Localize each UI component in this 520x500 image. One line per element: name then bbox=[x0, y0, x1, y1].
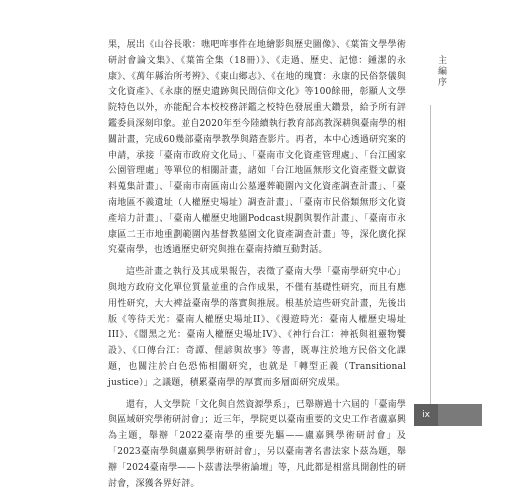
body-text bbox=[108, 38, 406, 492]
paragraph-1: 果，展出《山谷長歌：噍吧哖事件在地繪影與歷史圖像》、《葉笛文學學術研討會論文集》、《葉笛全集（18冊）》、《走過、歷史、記憶：鍾潔的永康》、《萬年縣治所考辨》、《東山鄉志》、《在地的瑰寶：永康的民俗祭儀與文化資產》、《永康的歷史遺跡與民間信仰文化》等100餘冊，彰顯人文學院特色以外，亦能配合本校校務評鑑之校特色發展重大鑽景，給予所有評鑑委員深刻印象。並自2020年至今陸續執行教育部高教深耕與臺南學的相關計畫，完成60幾部臺南學教學與踏查影片。再者，本中心透過研究案的申請，承接「臺南市政府文化局」、「臺南市文化資產管理處」、「台江國家公園管理處」等單位的相關計畫，諸如「台江地區無形文化資產暨文獻資料蒐集計畫」、「臺南市南區南山公墓遷葬範圍內文化資產調查計畫」、「臺南地區不義遺址（人權歷史場址）調查計畫」、「臺南市民俗類無形文化資產培力計畫」、「臺南人權歷史地圖Podcast規劃與製作計畫」、「臺南市永康區二王市地重劃範圍內基督教墓園文化資產調查計畫」等，深化廣化探究臺南學，也透過歷史研究與推在臺南持續互動對話。 bbox=[108, 40, 407, 256]
margin-rule bbox=[430, 105, 431, 405]
paragraph-3: 還有，人文學院「文化與自然資源學系」，已舉辦過十六屆的「臺南學與區域研究學術研討會」；近三年，學院更以臺南重要的文史工作者盧嘉興為主題，舉辦「2022臺南學的重要先驅——盧嘉興學術研討會」及「2023臺南學與盧嘉興學術研討會」，另以臺南著名書法家卜茲為題，舉辦「2024臺南學——卜茲書法學術論壇」等，凡此都是相當具開創性的研討會，深獲各界好評。 bbox=[108, 399, 407, 489]
page-number-tab bbox=[414, 404, 482, 426]
paragraph-2: 這些計畫之執行及其成果報告，表徵了臺南大學「臺南學研究中心」與地方政府文化單位質量並重的合作成果，不僅有基礎性研究，而且有應用性研究，大大裨益臺南學的落實與推展。根基於這些研究計畫，先後出版《等待天光：臺南人權歷史場址II》、《漫遊時光：臺南人權歷史場址III》、《闇黑之光：臺南人權歷史場址IV》、《神行台江：神祇與祖靈物饗設》、《口傳台江：奇譚、俚諺與故事》等書，既專注於地方民俗文化課題，也關注於白色恐怖相關研究，也就是「轉型正義（Transitional justice）」之議題，積累臺南學的厚實而多層面研究成果。 bbox=[108, 267, 406, 388]
section-label: 主編序 bbox=[436, 55, 446, 88]
page-number: ix bbox=[414, 404, 438, 426]
